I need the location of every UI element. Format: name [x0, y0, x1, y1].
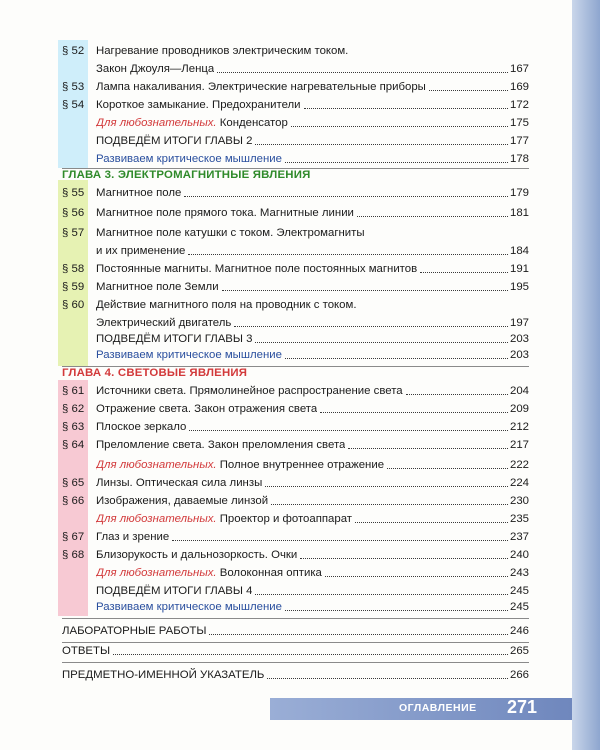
dot-leader — [320, 409, 508, 413]
section-title: Линзы. Оптическая сила линзы — [96, 477, 263, 489]
page-number: 212 — [509, 421, 529, 433]
for-curious-label: Для любознательных. — [96, 513, 217, 525]
toc-row-for-curious-3[interactable] — [0, 510, 600, 528]
section-number: § 58 — [62, 263, 85, 275]
section-title: Действие магнитного поля на проводник с током. — [96, 299, 357, 311]
dot-leader — [271, 501, 508, 505]
page-number: 245 — [509, 601, 529, 613]
for-curious-label: Для любознательных. — [96, 459, 217, 471]
toc-row-critical-ch3[interactable] — [0, 346, 600, 364]
toc-row-for-curious-2[interactable] — [0, 456, 600, 474]
dot-leader — [172, 537, 508, 541]
toc-row-s54[interactable] — [0, 96, 600, 114]
toc-row-s57-cont[interactable] — [0, 242, 600, 260]
toc-row-s64[interactable] — [0, 436, 600, 454]
section-title: Магнитное поле катушки с током. Электромагниты — [96, 227, 365, 239]
chapter-title: ГЛАВА 4. СВЕТОВЫЕ ЯВЛЕНИЯ — [62, 367, 248, 379]
section-title: Магнитное поле Земли — [96, 281, 219, 293]
toc-row-critical-ch4[interactable] — [0, 598, 600, 616]
section-title: Развиваем критическое мышление — [96, 153, 282, 165]
section-title: Плоское зеркало — [96, 421, 187, 433]
section-number: § 66 — [62, 495, 85, 507]
section-title: Развиваем критическое мышление — [96, 601, 282, 613]
footer-section-label: ОГЛАВЛЕНИЕ — [399, 702, 477, 714]
section-title: Постоянные магниты. Магнитное поле постоянных магнитов — [96, 263, 418, 275]
dot-leader — [222, 287, 508, 291]
dot-leader — [255, 591, 508, 595]
page-number: 195 — [509, 281, 529, 293]
section-title: Преломление света. Закон преломления света — [96, 439, 346, 451]
toc-row-s59[interactable] — [0, 278, 600, 296]
section-title: Короткое замыкание. Предохранители — [96, 99, 301, 111]
dot-leader — [255, 339, 508, 343]
dot-leader — [291, 123, 508, 127]
dot-leader — [285, 159, 508, 163]
section-number: § 55 — [62, 187, 85, 199]
page-number: 222 — [509, 459, 529, 471]
dot-leader — [217, 69, 508, 73]
toc-row-s63[interactable] — [0, 418, 600, 436]
toc-row-s52[interactable] — [0, 42, 600, 60]
dot-leader — [189, 427, 508, 431]
section-number: § 60 — [62, 299, 85, 311]
page-number: 167 — [509, 63, 529, 75]
dot-leader — [429, 87, 508, 91]
toc-row-s62[interactable] — [0, 400, 600, 418]
section-title: Магнитное поле прямого тока. Магнитные линии — [96, 207, 354, 219]
page-number: 181 — [509, 207, 529, 219]
page-number: 245 — [509, 585, 529, 597]
section-number: § 54 — [62, 99, 85, 111]
section-number: § 68 — [62, 549, 85, 561]
section-number: § 61 — [62, 385, 85, 397]
dot-leader — [304, 105, 508, 109]
dot-leader — [267, 675, 508, 679]
page-number: 240 — [509, 549, 529, 561]
page-number: 209 — [509, 403, 529, 415]
page-number: 177 — [509, 135, 529, 147]
toc-chapter-3-title[interactable] — [0, 166, 600, 184]
dot-leader — [300, 555, 508, 559]
page-number: 230 — [509, 495, 529, 507]
section-number: § 62 — [62, 403, 85, 415]
section-number: § 63 — [62, 421, 85, 433]
section-title: Закон Джоуля—Ленца — [96, 63, 215, 75]
section-title: ПОДВЕДЁМ ИТОГИ ГЛАВЫ 3 — [96, 333, 253, 345]
dot-leader — [325, 573, 508, 577]
dot-leader — [406, 391, 508, 395]
section-title: ПОДВЕДЁМ ИТОГИ ГЛАВЫ 4 — [96, 585, 253, 597]
section-title: и их применение — [96, 245, 186, 257]
toc-row-s55[interactable] — [0, 184, 600, 202]
dot-leader — [285, 355, 508, 359]
dot-leader — [188, 251, 508, 255]
section-number: § 64 — [62, 439, 85, 451]
toc-row-s57[interactable] — [0, 224, 600, 242]
dot-leader — [357, 213, 508, 217]
toc-row-lab-works[interactable] — [0, 622, 600, 640]
toc-row-s65[interactable] — [0, 474, 600, 492]
section-title: Электрический двигатель — [96, 317, 232, 329]
dot-leader — [387, 465, 508, 469]
page-number: 224 — [509, 477, 529, 489]
section-title: ЛАБОРАТОРНЫЕ РАБОТЫ — [62, 625, 207, 637]
section-title: ОТВЕТЫ — [62, 645, 111, 657]
dot-leader — [348, 445, 508, 449]
section-title: Отражение света. Закон отражения света — [96, 403, 318, 415]
dot-leader — [285, 607, 508, 611]
dot-leader — [265, 483, 508, 487]
page-number: 172 — [509, 99, 529, 111]
section-title: Проектор и фотоаппарат — [219, 513, 353, 525]
chapter-title: ГЛАВА 3. ЭЛЕКТРОМАГНИТНЫЕ ЯВЛЕНИЯ — [62, 169, 311, 181]
toc-row-s66[interactable] — [0, 492, 600, 510]
dot-leader — [355, 519, 508, 523]
toc-row-s60[interactable] — [0, 296, 600, 314]
section-title: ПРЕДМЕТНО-ИМЕННОЙ УКАЗАТЕЛЬ — [62, 669, 265, 681]
page-number: 246 — [509, 625, 529, 637]
section-number: § 59 — [62, 281, 85, 293]
section-title: Источники света. Прямолинейное распространение света — [96, 385, 403, 397]
page-number: 266 — [509, 669, 529, 681]
divider — [62, 618, 529, 619]
toc-row-for-curious-1[interactable] — [0, 114, 600, 132]
page-number: 203 — [509, 333, 529, 345]
section-number: § 52 — [62, 45, 85, 57]
page-number: 179 — [509, 187, 529, 199]
page-number: 203 — [509, 349, 529, 361]
toc-row-s53[interactable] — [0, 78, 600, 96]
section-title: Глаз и зрение — [96, 531, 170, 543]
section-number: § 57 — [62, 227, 85, 239]
dot-leader — [184, 193, 508, 197]
page-number: 235 — [509, 513, 529, 525]
section-title: Конденсатор — [219, 117, 288, 129]
toc-row-answers[interactable] — [0, 642, 600, 660]
section-title: Близорукость и дальнозоркость. Очки — [96, 549, 298, 561]
page-number: 184 — [509, 245, 529, 257]
toc-row-s67[interactable] — [0, 528, 600, 546]
section-title: Нагревание проводников электрическим током. — [96, 45, 349, 57]
page-number: 178 — [509, 153, 529, 165]
section-number: § 67 — [62, 531, 85, 543]
toc-row-s52-cont[interactable] — [0, 60, 600, 78]
toc-row-s68[interactable] — [0, 546, 600, 564]
section-title: Изображения, даваемые линзой — [96, 495, 269, 507]
section-number: § 56 — [62, 207, 85, 219]
toc-row-summary-ch2[interactable] — [0, 132, 600, 150]
page-number: 191 — [509, 263, 529, 275]
dot-leader — [255, 141, 508, 145]
dot-leader — [209, 631, 508, 635]
page-number: 175 — [509, 117, 529, 129]
section-number: § 65 — [62, 477, 85, 489]
section-title: Развиваем критическое мышление — [96, 349, 282, 361]
for-curious-label: Для любознательных. — [96, 117, 217, 129]
section-number: § 53 — [62, 81, 85, 93]
dot-leader — [234, 323, 508, 327]
section-title: Волоконная оптика — [219, 567, 322, 579]
section-title: Магнитное поле — [96, 187, 182, 199]
section-title: ПОДВЕДЁМ ИТОГИ ГЛАВЫ 2 — [96, 135, 253, 147]
toc-row-for-curious-4[interactable] — [0, 564, 600, 582]
for-curious-label: Для любознательных. — [96, 567, 217, 579]
dot-leader — [420, 269, 508, 273]
page-number: 217 — [509, 439, 529, 451]
toc-row-s58[interactable] — [0, 260, 600, 278]
divider — [62, 662, 529, 663]
toc-chapter-4-title[interactable] — [0, 364, 600, 382]
section-title: Полное внутреннее отражение — [219, 459, 385, 471]
toc-row-s56[interactable] — [0, 204, 600, 222]
page-number: 169 — [509, 81, 529, 93]
page-number: 237 — [509, 531, 529, 543]
dot-leader — [113, 651, 508, 655]
toc-row-s61[interactable] — [0, 382, 600, 400]
page-number: 265 — [509, 645, 529, 657]
section-title: Лампа накаливания. Электрические нагревательные приборы — [96, 81, 426, 93]
page-number: 243 — [509, 567, 529, 579]
footer-page-number: 271 — [507, 697, 538, 717]
page-number: 204 — [509, 385, 529, 397]
toc-row-index[interactable] — [0, 666, 600, 684]
page-number: 197 — [509, 317, 529, 329]
